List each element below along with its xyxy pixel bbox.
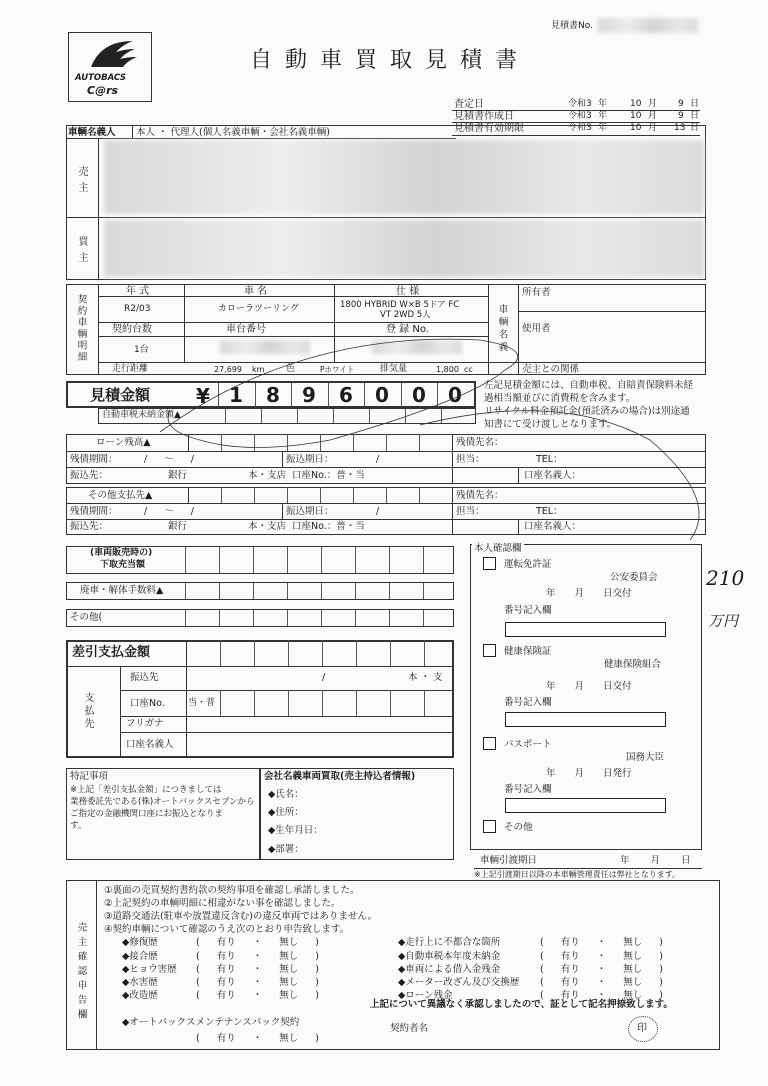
other-id-checkbox[interactable] (483, 820, 496, 833)
plate-header: 車台番号 (226, 324, 266, 335)
vehicle-side-label: 契約車輌明細 (75, 294, 87, 363)
reg-header: 登 録 No. (386, 324, 429, 335)
buyer-label: 買主 (76, 236, 87, 268)
color-value: Pホワイト (320, 365, 355, 374)
delivery-date-label: 車輌引渡期日 (480, 855, 538, 866)
redacted-buyer (104, 220, 704, 277)
estimate-note-4: 知書にて受け渡しとなります。 (484, 419, 617, 430)
tax-label: 自動車税未納金額▲ (102, 410, 181, 420)
loan-label: ローン残高▲ (96, 437, 151, 448)
logo-wing-icon (81, 37, 141, 71)
redacted-doc-number (598, 18, 698, 33)
count-header: 契約台数 (112, 324, 152, 335)
amount-digit: 1 (229, 383, 243, 407)
yen-sign: ¥ (196, 384, 210, 408)
insurance-number-input[interactable] (505, 712, 666, 727)
handwritten-unit: 万円 (708, 612, 739, 630)
amount-digit: 0 (375, 383, 389, 407)
amount-digit: 9 (302, 383, 316, 407)
vehicle-name: カローラツーリング (218, 304, 299, 314)
vehicle-name-header: 車 名 (244, 286, 268, 297)
owner-header: 車輌名義人 (68, 127, 116, 138)
maintenance-pack-label: ◆オートバックスメンテナンスパック契約 (122, 1017, 300, 1028)
company-info-title: 会社名義車両買取(売主持込者情報) (264, 771, 416, 782)
handwritten-amount: 210 (706, 566, 745, 590)
vehicle-spec-header: 仕 様 (396, 286, 420, 297)
redacted-chassis (220, 340, 310, 354)
owner-header-value: 本人 ・ 代理人(個人名義車輌・会社名義車輌) (136, 127, 330, 138)
vehicle-year-header: 年 式 (126, 286, 150, 297)
estimate-note-3: リサイクル料金預託金(預託済みの場合)は別途通 (484, 406, 690, 417)
amount-digit: 0 (412, 383, 426, 407)
redacted-reg (372, 340, 462, 354)
payee-account-label: 口座No. (130, 698, 165, 709)
scrap-fee-label: 廃車・解体手数料▲ (80, 585, 164, 596)
insurance-checkbox[interactable] (483, 644, 496, 657)
declaration-confirm: 上記について異議なく承認しましたので、証として記名押捺致します。 (370, 999, 673, 1010)
passport-checkbox[interactable] (483, 737, 496, 750)
identity-title: 本人確認欄 (474, 543, 522, 554)
redacted-seller (104, 140, 704, 214)
logo-cars: C@rs (87, 84, 119, 97)
doc-number-label: 見積書No. (551, 21, 593, 31)
mileage-label: 走行距離 (112, 364, 149, 374)
delivery-note: ※上記引渡期日以降の本車輌管理責任は弊社となります。 (474, 870, 681, 879)
amount-digit: 8 (266, 383, 280, 407)
user-label: 使用者 (522, 323, 551, 334)
vehicle-count: 1台 (134, 345, 149, 355)
loan-staff: 担当： (456, 454, 485, 465)
license-number-input[interactable] (505, 622, 666, 637)
payee-side-label: 支払先 (82, 692, 93, 731)
loan-tel: TEL： (536, 454, 563, 465)
trade-in-label-1: (車両販売時の) (90, 548, 153, 558)
vehicle-spec-2: VT 2WD 5人 (380, 310, 431, 320)
logo-box (68, 32, 152, 102)
seal-circle: 印 (628, 1016, 658, 1042)
other-deduction-row (66, 609, 454, 627)
amount-digit: 6 (339, 383, 353, 407)
estimate-amount-box (66, 381, 476, 408)
license-checkbox[interactable] (483, 557, 496, 570)
vehicle-year: R2/03 (124, 304, 151, 314)
declaration-side-label: 売主確認申告欄 (75, 922, 87, 1024)
net-payment-label: 差引支払金額 (72, 645, 151, 660)
displacement-label: 排気量 (380, 364, 408, 374)
page-title: 自動車買取見積書 (250, 48, 531, 73)
inspect-date-label: 査定日 (454, 99, 484, 110)
estimate-note-1: 左記見積金額には、自動車税、自賠責保険料未経 (484, 380, 694, 391)
signer-label: 契約者名 (390, 1023, 429, 1034)
other-pay-label: その他支払先▲ (88, 490, 153, 501)
trade-in-label-2: 下取充当額 (100, 560, 146, 570)
estimate-label: 見積金額 (90, 386, 151, 404)
vehicle-spec-1: 1800 HYBRID W×B 5ドア FC (340, 300, 460, 310)
mileage-value: 27,699 (214, 365, 242, 374)
expiry-date-label: 見積書有効期限 (454, 123, 524, 134)
seller-label: 売主 (76, 166, 87, 198)
payee-holder-label: 口座名義人 (126, 739, 174, 750)
color-label: 色 (286, 364, 296, 374)
dates-block: 査定日 令和3 年 10 月 9 日 見積書作成日 令和3 年 10 月 9 日 見積書有効期限 令和3 年 10 月 13 日 (454, 99, 700, 134)
created-date-label: 見積書作成日 (454, 111, 514, 122)
loan-period: 残債期間： (70, 454, 118, 465)
logo-text: AUTOBACS (75, 73, 126, 83)
estimate-note-2: 過相当額並びに消費税を含みます。 (484, 393, 636, 404)
loan-transfer: 振込先： (70, 470, 109, 481)
remarks-title: 特記事項 (70, 771, 109, 782)
other-deduction-label: その他( (70, 612, 103, 623)
passport-number-input[interactable] (505, 798, 666, 813)
payee-dest-label: 振込先 (130, 672, 159, 683)
nominee-label: 車輌名義 (496, 304, 508, 354)
relation-label: 売主との関係 (522, 364, 580, 375)
loan-creditor: 残債先名： (456, 437, 504, 448)
loan-due: 振込期日： (286, 454, 334, 465)
owner-label: 所有者 (522, 287, 551, 298)
amount-digit: 0 (448, 383, 462, 407)
displacement-value: 1,800 (436, 365, 459, 374)
payee-kana-label: フリガナ (126, 718, 164, 729)
